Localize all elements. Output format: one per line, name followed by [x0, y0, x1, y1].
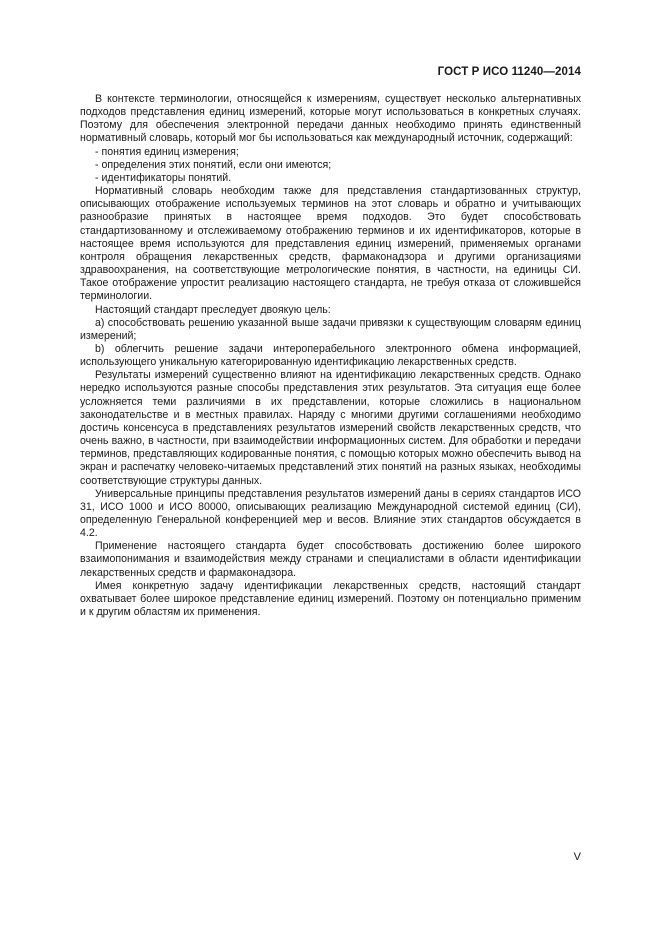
page-number: V — [573, 851, 581, 863]
paragraph-1: В контексте терминологии, относящейся к измерениям, существует несколько альтернативных подходов представления единиц измерений, которые могут использоваться в конкретных случаях. Поэтому для обеспечения электронной передачи данных необходимо принять единственный нормативный словарь, который мог бы использоваться как международный источник, содержащий: — [80, 93, 581, 145]
paragraph-6: Применение настоящего стандарта будет способствовать достижению более широкого взаимопонимания и взаимодействия между странами и специалистами в области идентификации лекарственных средств и фармаконадзора. — [80, 540, 581, 579]
paragraph-2: Нормативный словарь необходим также для представления стандартизованных структур, описывающих отображение используемых терминов на этот словарь и обратно и учитывающих разнообразие принятых в настоящее время подходов. Это будет способствовать стандартизованному и отслеживаемому отображению терминов и их идентификаторов, которые в настоящее время используются для представления единиц измерений, применяемых органами контроля обращения лекарственных средств, фармаконадзора и другими организациями здравоохранения, на соответствующие метрологические понятия, в частности, на единицы СИ. Такое отображение упростит реализацию настоящего стандарта, не требуя отказа от сложившейся терминологии. — [80, 185, 581, 303]
list-item: - идентификаторы понятий. — [95, 171, 232, 184]
document-header-title: ГОСТ Р ИСО 11240—2014 — [437, 66, 581, 78]
paragraph-5: Универсальные принципы представления результатов измерений даны в сериях стандартов ИСО 31, ИСО 1000 и ИСО 80000, описывающих реализацию Международной системой единиц (СИ), определенную Генеральной конференцией мер и весов. Влияние этих стандартов обсуждается в 4.2. — [80, 487, 581, 540]
list-item: - понятия единиц измерения; — [95, 145, 239, 158]
paragraph-4: Результаты измерений существенно влияют на идентификацию лекарственных средств. Однако нередко используются разные способы представления этих результатов. Эта ситуация еще более усложняется теми различиями в их представлении, которые сложились в национальном законодательстве и в местных правилах. Наряду с многими другими соглашениями необходимо достичь консенсуса в представлениях результатов измерений свойств лекарственных средств, что очень важно, в частности, при взаимодействии информационных систем. Для обработки и передачи терминов, представляющих кодированные понятия, с помощью которых можно обеспечить вывод на экран и распечатку человеко-читаемых представлений этих понятий на разных языках, необходимы соответствующие структуры данных. — [80, 369, 581, 487]
list-item-a: a) способствовать решению указанной выше задачи привязки к существующим словарям единиц измерений; — [80, 316, 581, 342]
document-body — [80, 93, 581, 619]
list-item-b: b) облегчить решение задачи интероперабельного электронного обмена информацией, использующего уникальную категорированную идентификацию лекарственных средств. — [80, 342, 581, 369]
list-item: - определения этих понятий, если они имеются; — [95, 158, 332, 171]
paragraph-7: Имея конкретную задачу идентификации лекарственных средств, настоящий стандарт охватывает более широкое представление единиц измерений. Поэтому он потенциально применим и к другим областям их применения. — [80, 579, 581, 619]
paragraph-3: Настоящий стандарт преследует двоякую цель: — [95, 303, 331, 316]
